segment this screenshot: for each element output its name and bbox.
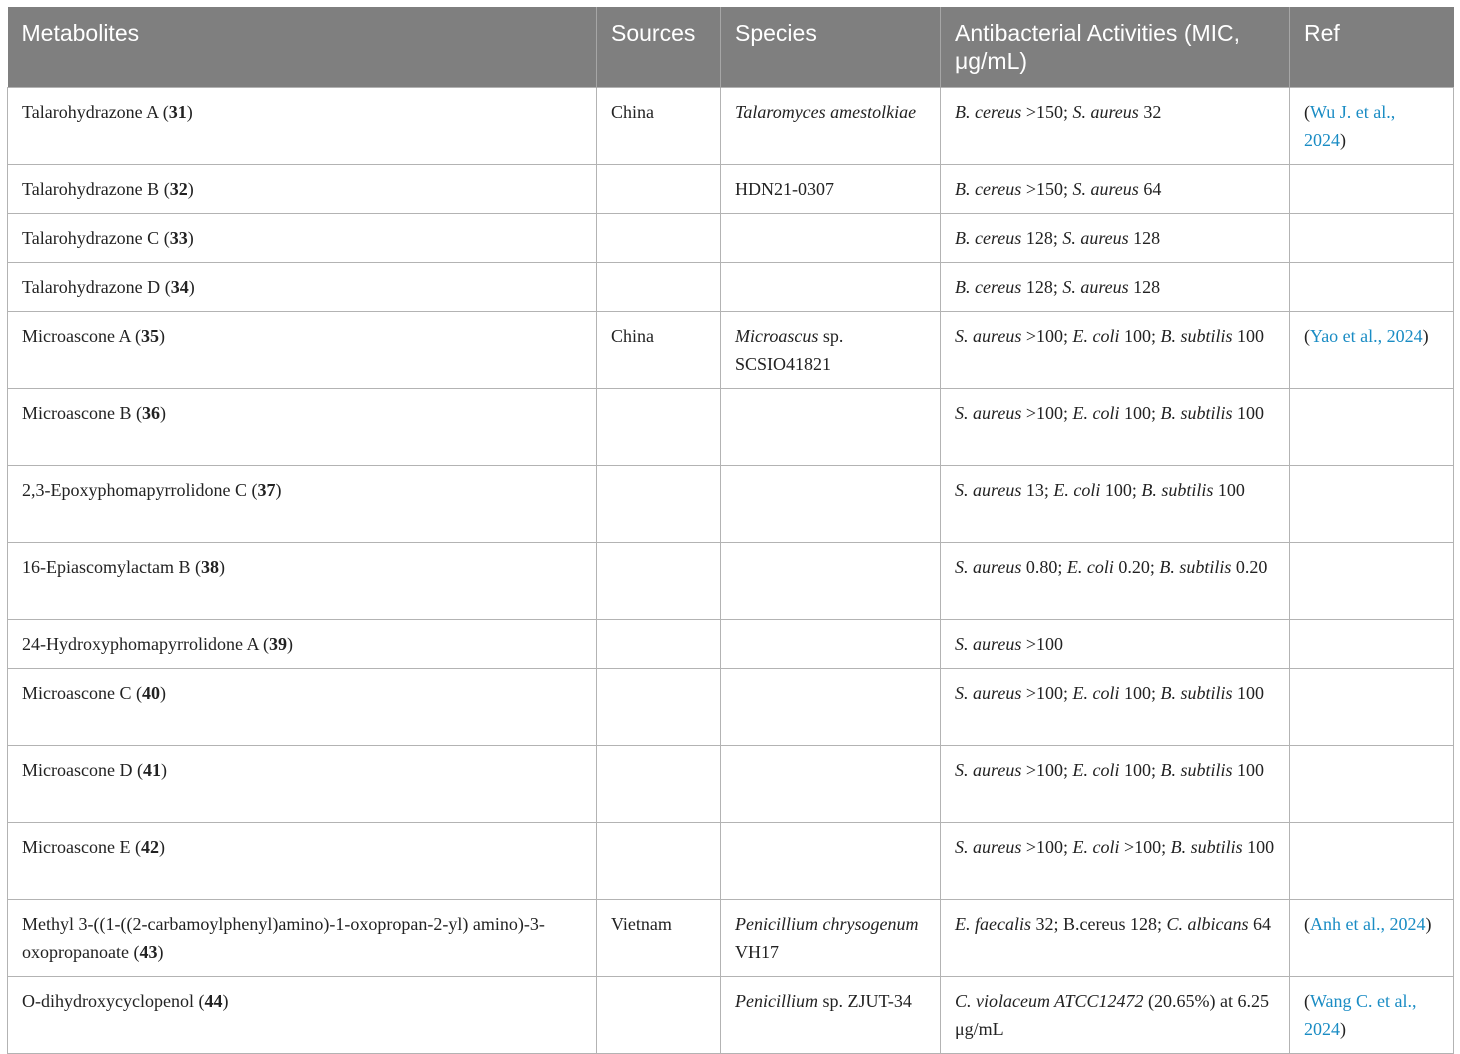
organism-name: S. aureus xyxy=(1062,277,1129,297)
organism-name: S. aureus xyxy=(955,634,1022,654)
mic-value: 0.80; xyxy=(1025,557,1067,577)
compound-number: 31 xyxy=(168,102,187,122)
metabolite-name: 2,3-Epoxyphomapyrrolidone C xyxy=(22,480,247,500)
metabolite-name: Methyl 3-((1-((2-carbamoylphenyl)amino)-1-oxopropan-2-yl) amino)-3-oxopropanoate xyxy=(22,914,545,962)
organism-name: B. cereus xyxy=(955,277,1022,297)
table-row xyxy=(8,312,1454,389)
mic-value: 100; xyxy=(1124,326,1161,346)
table-row xyxy=(8,543,1454,620)
mic-value: 100; xyxy=(1104,480,1142,500)
organism-name: S. aureus xyxy=(1062,228,1129,248)
mic-value: 32; xyxy=(1035,914,1063,934)
ref-cell xyxy=(1290,466,1454,543)
source-cell xyxy=(597,669,721,746)
organism-name: E. faecalis xyxy=(955,914,1031,934)
organism-name: S. aureus xyxy=(955,837,1022,857)
mic-value: 100; xyxy=(1124,760,1161,780)
metabolite-name: Talarohydrazone B xyxy=(22,179,160,199)
organism-name: B. subtilis xyxy=(1141,480,1214,500)
mic-value: >150; xyxy=(1025,179,1073,199)
activity-cell xyxy=(941,977,1290,1054)
metabolite-name: Talarohydrazone C xyxy=(22,228,160,248)
organism-name: S. aureus xyxy=(1072,102,1139,122)
organism-name: B. subtilis xyxy=(1170,837,1243,857)
organism-name: E. coli xyxy=(1072,760,1120,780)
metabolite-cell: Microascone D (41) xyxy=(8,746,597,823)
metabolite-name: Microascone E xyxy=(22,837,131,857)
mic-value: 13; xyxy=(1025,480,1054,500)
table-row xyxy=(8,669,1454,746)
species-cell xyxy=(721,88,941,165)
organism-name: E. coli xyxy=(1072,326,1120,346)
source-cell xyxy=(597,746,721,823)
source-cell xyxy=(597,823,721,900)
species-plain: VH17 xyxy=(735,942,779,962)
activity-cell xyxy=(941,543,1290,620)
source-cell: Vietnam xyxy=(597,900,721,977)
metabolite-cell: Talarohydrazone A (31) xyxy=(8,88,597,165)
mic-value: 0.20; xyxy=(1118,557,1160,577)
header-row xyxy=(8,7,1454,88)
metabolite-cell: Talarohydrazone C (33) xyxy=(8,214,597,263)
mic-value: 128 xyxy=(1133,228,1161,248)
organism-name: B. subtilis xyxy=(1160,683,1233,703)
header-metabolites: Metabolites xyxy=(8,7,597,88)
mic-value: 128 xyxy=(1133,277,1161,297)
organism-name: B. cereus xyxy=(955,228,1022,248)
mic-value: 32 xyxy=(1143,102,1162,122)
species-plain: sp. SCSIO41821 xyxy=(735,326,844,374)
table-row xyxy=(8,214,1454,263)
organism-name: E. coli xyxy=(1066,557,1114,577)
organism-name: S. aureus xyxy=(955,683,1022,703)
mic-value: >100; xyxy=(1025,760,1073,780)
species-italic: Penicillium xyxy=(735,991,818,1011)
metabolite-name: Talarohydrazone A xyxy=(22,102,159,122)
ref-cell: (Wu J. et al., 2024) xyxy=(1290,88,1454,165)
species-italic: Penicillium chrysogenum xyxy=(735,914,919,934)
table-row xyxy=(8,389,1454,466)
mic-value: 100 xyxy=(1237,683,1265,703)
activity-cell xyxy=(941,165,1290,214)
activity-cell xyxy=(941,669,1290,746)
compound-number: 37 xyxy=(257,480,276,500)
activity-cell xyxy=(941,214,1290,263)
source-cell xyxy=(597,214,721,263)
activity-cell xyxy=(941,263,1290,312)
compound-number: 39 xyxy=(268,634,287,654)
species-cell xyxy=(721,312,941,389)
ref-cell xyxy=(1290,669,1454,746)
organism-name: E. coli xyxy=(1072,403,1120,423)
activity-cell xyxy=(941,312,1290,389)
compound-number: 36 xyxy=(141,403,160,423)
source-cell xyxy=(597,165,721,214)
metabolite-name: Microascone A xyxy=(22,326,131,346)
organism-name: S. aureus xyxy=(955,480,1022,500)
compound-number: 42 xyxy=(140,837,159,857)
metabolite-name: Microascone C xyxy=(22,683,132,703)
table-row xyxy=(8,620,1454,669)
organism-name: S. aureus xyxy=(955,326,1022,346)
mic-value: >100; xyxy=(1025,683,1073,703)
header-antibacterial-activities: Antibacterial Activities (MIC, μg/mL) xyxy=(941,7,1290,88)
mic-value: >100; xyxy=(1025,837,1073,857)
metabolite-cell: Microascone B (36) xyxy=(8,389,597,466)
table-row xyxy=(8,263,1454,312)
activity-cell xyxy=(941,389,1290,466)
mic-value: B.cereus 128; xyxy=(1063,914,1167,934)
source-cell xyxy=(597,389,721,466)
mic-value: 100 xyxy=(1237,760,1265,780)
source-cell xyxy=(597,977,721,1054)
metabolite-cell: Microascone C (40) xyxy=(8,669,597,746)
organism-name: B. cereus xyxy=(955,179,1022,199)
organism-name: B. subtilis xyxy=(1160,760,1233,780)
metabolite-cell: 16-Epiascomylactam B (38) xyxy=(8,543,597,620)
reference-link[interactable]: Anh et al., 2024 xyxy=(1310,914,1426,934)
organism-name: S. aureus xyxy=(955,403,1022,423)
source-cell xyxy=(597,543,721,620)
species-italic: Talaromyces amestolkiae xyxy=(735,102,917,122)
ref-cell xyxy=(1290,746,1454,823)
metabolites-table xyxy=(7,7,1454,1054)
compound-number: 38 xyxy=(200,557,219,577)
mic-value: 64 xyxy=(1143,179,1162,199)
metabolite-cell: Talarohydrazone B (32) xyxy=(8,165,597,214)
mic-value: 100 xyxy=(1237,403,1265,423)
activity-cell xyxy=(941,746,1290,823)
mic-value: 64 xyxy=(1253,914,1271,934)
metabolite-name: 16-Epiascomylactam B xyxy=(22,557,191,577)
organism-name: C. albicans xyxy=(1166,914,1249,934)
reference-link[interactable]: Wang C. et al., 2024 xyxy=(1304,991,1417,1039)
mic-value: 128; xyxy=(1025,277,1063,297)
activity-cell xyxy=(941,823,1290,900)
metabolite-cell: O-dihydroxycyclopenol (44) xyxy=(8,977,597,1054)
ref-cell xyxy=(1290,165,1454,214)
reference-link[interactable]: Yao et al., 2024 xyxy=(1310,326,1423,346)
species-cell xyxy=(721,214,941,263)
table-row xyxy=(8,88,1454,165)
table-row xyxy=(8,823,1454,900)
metabolite-cell: Methyl 3-((1-((2-carbamoylphenyl)amino)-1-oxopropan-2-yl) amino)-3-oxopropanoate (43) xyxy=(8,900,597,977)
species-cell xyxy=(721,900,941,977)
mic-value: 100 xyxy=(1217,480,1245,500)
compound-number: 44 xyxy=(204,991,223,1011)
organism-name: B. subtilis xyxy=(1160,403,1233,423)
table-row xyxy=(8,977,1454,1054)
table-container xyxy=(7,7,1453,1054)
activity-cell xyxy=(941,620,1290,669)
reference-link[interactable]: Wu J. et al., 2024 xyxy=(1304,102,1396,150)
species-cell xyxy=(721,263,941,312)
compound-number: 33 xyxy=(169,228,188,248)
organism-name: B. subtilis xyxy=(1160,326,1233,346)
header-species: Species xyxy=(721,7,941,88)
ref-cell xyxy=(1290,543,1454,620)
species-cell xyxy=(721,466,941,543)
header-sources: Sources xyxy=(597,7,721,88)
mic-value: >100; xyxy=(1124,837,1171,857)
species-cell xyxy=(721,165,941,214)
species-cell xyxy=(721,823,941,900)
mic-value: 100 xyxy=(1247,837,1275,857)
species-cell xyxy=(721,620,941,669)
source-cell xyxy=(597,466,721,543)
table-body xyxy=(8,88,1454,1054)
species-italic: Microascus xyxy=(735,326,819,346)
ref-cell xyxy=(1290,620,1454,669)
organism-name: C. violaceum ATCC12472 xyxy=(955,991,1144,1011)
table-row xyxy=(8,466,1454,543)
activity-cell xyxy=(941,466,1290,543)
ref-cell: (Yao et al., 2024) xyxy=(1290,312,1454,389)
mic-value: (20.65%) at 6.25 μg/mL xyxy=(955,991,1269,1039)
organism-name: B. cereus xyxy=(955,102,1022,122)
compound-number: 41 xyxy=(142,760,161,780)
ref-cell xyxy=(1290,823,1454,900)
compound-number: 32 xyxy=(169,179,188,199)
source-cell: China xyxy=(597,312,721,389)
activity-cell xyxy=(941,900,1290,977)
species-cell xyxy=(721,977,941,1054)
species-cell xyxy=(721,669,941,746)
organism-name: E. coli xyxy=(1072,683,1120,703)
source-cell xyxy=(597,263,721,312)
compound-number: 43 xyxy=(139,942,158,962)
organism-name: S. aureus xyxy=(955,557,1022,577)
organism-name: S. aureus xyxy=(955,760,1022,780)
source-cell: China xyxy=(597,88,721,165)
mic-value: 100; xyxy=(1124,683,1161,703)
header-ref: Ref xyxy=(1290,7,1454,88)
mic-value: 100; xyxy=(1124,403,1161,423)
metabolite-cell: Talarohydrazone D (34) xyxy=(8,263,597,312)
metabolite-cell: Microascone A (35) xyxy=(8,312,597,389)
activity-cell xyxy=(941,88,1290,165)
compound-number: 35 xyxy=(140,326,159,346)
species-cell xyxy=(721,543,941,620)
mic-value: 128; xyxy=(1025,228,1063,248)
ref-cell: (Wang C. et al., 2024) xyxy=(1290,977,1454,1054)
metabolite-cell: 24-Hydroxyphomapyrrolidone A (39) xyxy=(8,620,597,669)
mic-value: 100 xyxy=(1237,326,1265,346)
species-plain: sp. ZJUT-34 xyxy=(822,991,912,1011)
organism-name: E. coli xyxy=(1072,837,1120,857)
species-cell xyxy=(721,746,941,823)
compound-number: 34 xyxy=(170,277,189,297)
species-cell xyxy=(721,389,941,466)
species-plain: HDN21-0307 xyxy=(735,179,834,199)
metabolite-name: Microascone B xyxy=(22,403,132,423)
mic-value: >150; xyxy=(1025,102,1073,122)
organism-name: B. subtilis xyxy=(1159,557,1232,577)
ref-cell xyxy=(1290,389,1454,466)
metabolite-name: Microascone D xyxy=(22,760,133,780)
organism-name: E. coli xyxy=(1053,480,1101,500)
metabolite-cell: 2,3-Epoxyphomapyrrolidone C (37) xyxy=(8,466,597,543)
source-cell xyxy=(597,620,721,669)
metabolite-name: O-dihydroxycyclopenol xyxy=(22,991,194,1011)
compound-number: 40 xyxy=(141,683,160,703)
table-row xyxy=(8,900,1454,977)
metabolite-cell: Microascone E (42) xyxy=(8,823,597,900)
table-row xyxy=(8,165,1454,214)
ref-cell: (Anh et al., 2024) xyxy=(1290,900,1454,977)
ref-cell xyxy=(1290,263,1454,312)
ref-cell xyxy=(1290,214,1454,263)
mic-value: >100; xyxy=(1025,403,1073,423)
mic-value: 0.20 xyxy=(1235,557,1268,577)
metabolite-name: 24-Hydroxyphomapyrrolidone A xyxy=(22,634,259,654)
table-row xyxy=(8,746,1454,823)
metabolite-name: Talarohydrazone D xyxy=(22,277,161,297)
mic-value: >100 xyxy=(1025,634,1063,654)
organism-name: S. aureus xyxy=(1072,179,1139,199)
mic-value: >100; xyxy=(1025,326,1073,346)
